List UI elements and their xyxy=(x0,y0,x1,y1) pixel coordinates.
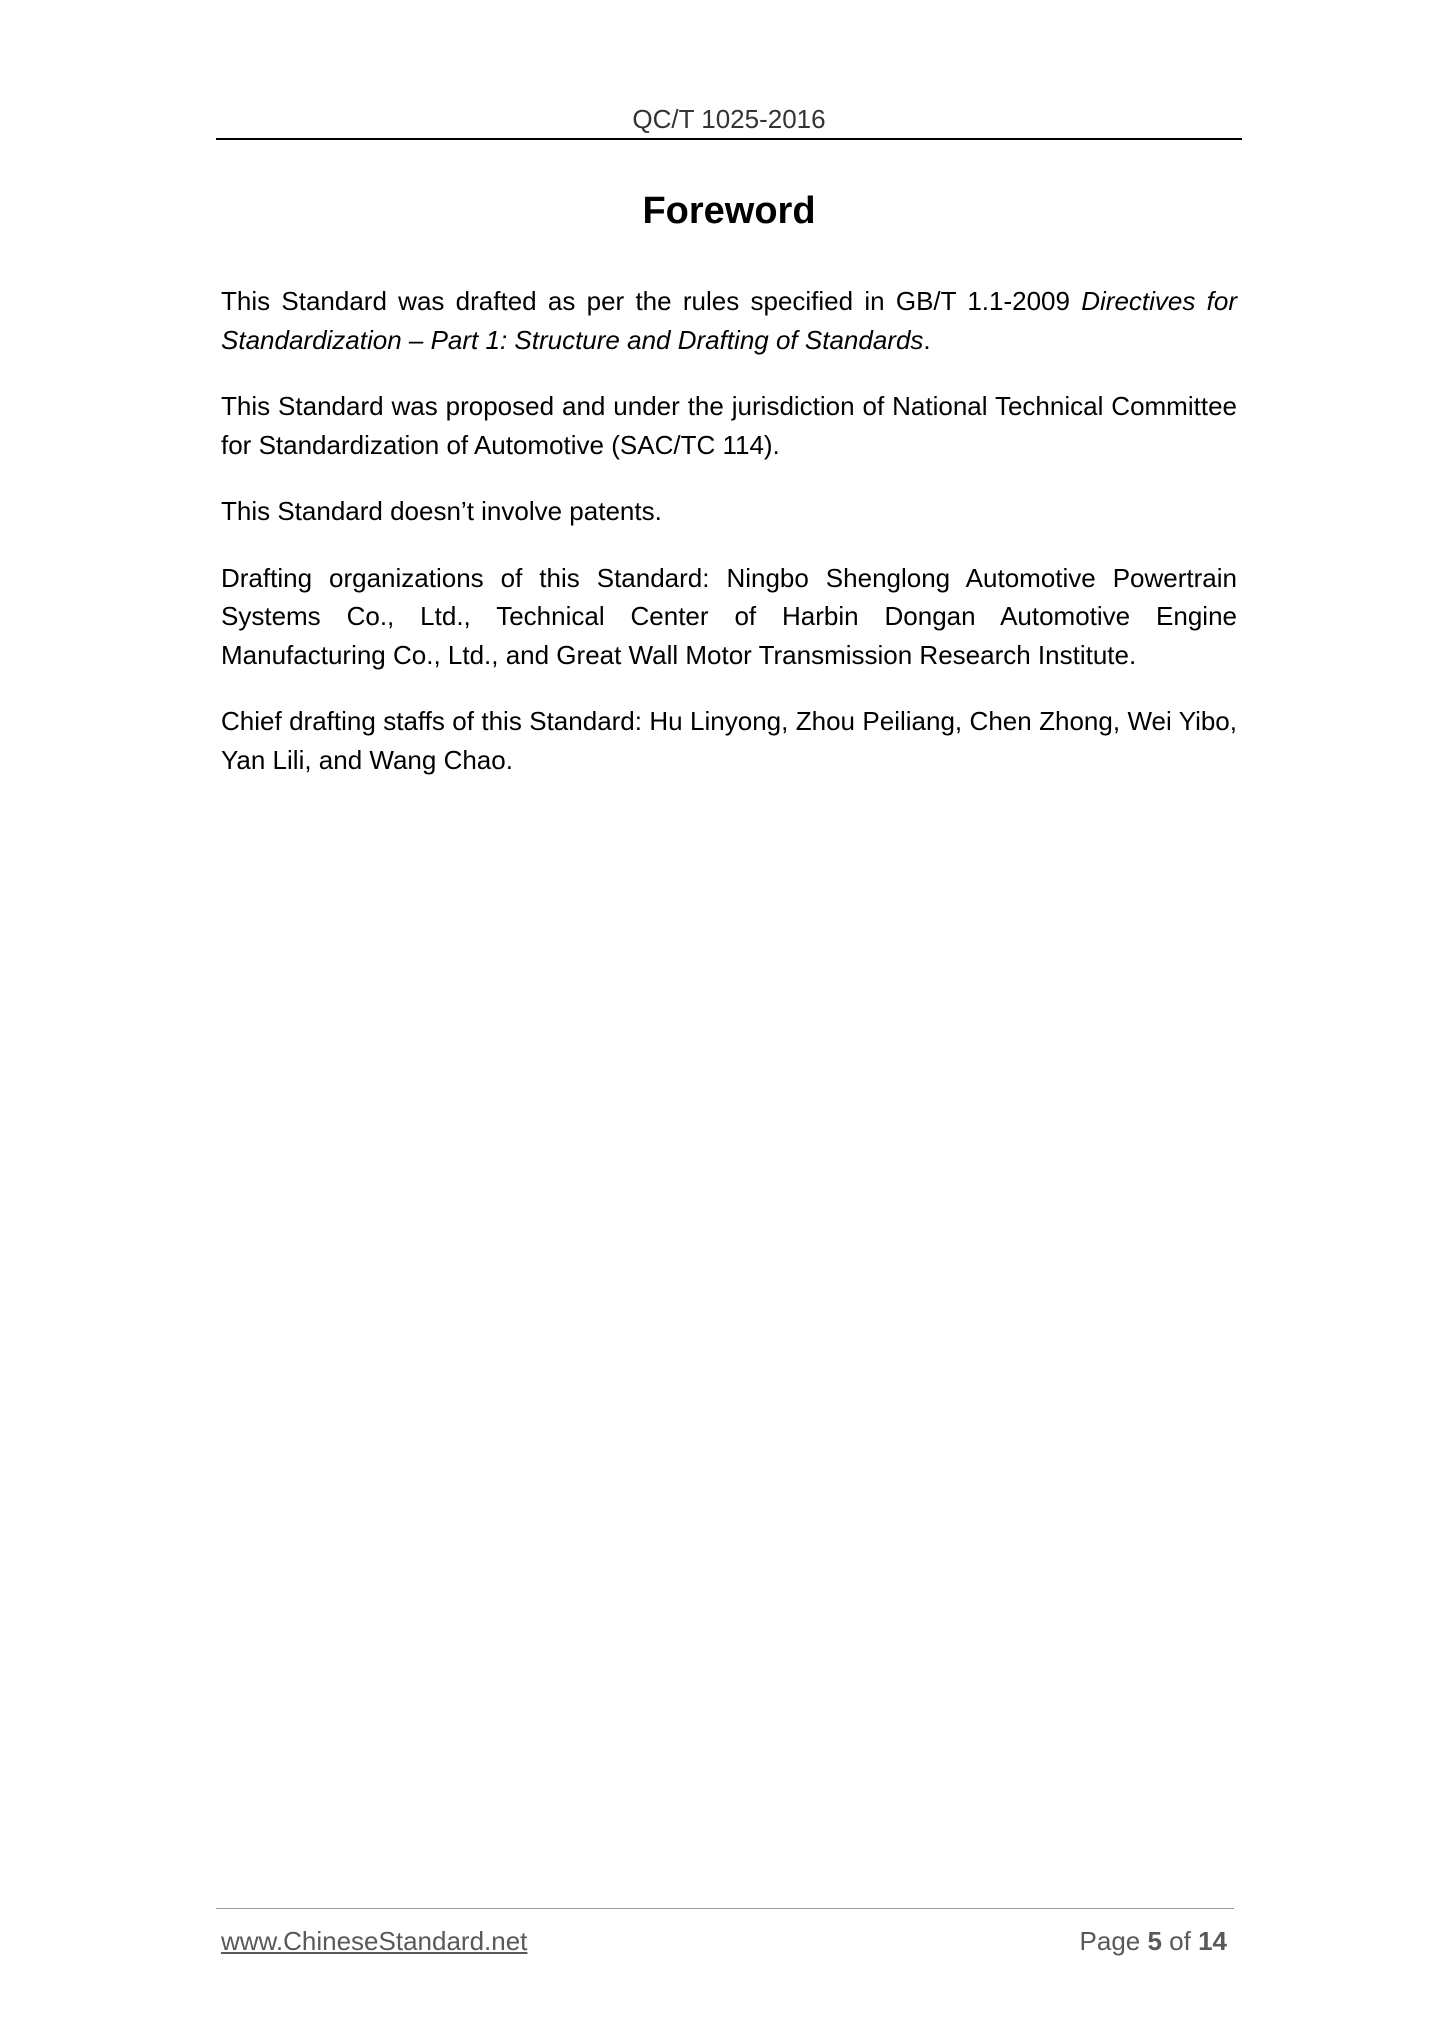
page-label: Page xyxy=(1079,1926,1148,1956)
page-title: Foreword xyxy=(642,190,816,232)
paragraph-drafting-organizations: Drafting organizations of this Standard: Ningbo Shenglong Automotive Powertrain Systems Co., Ltd., Technical Center of Harbin Dongan Automotive Engine Manufacturing Co., Ltd., and Great Wall Motor Transmission Research Institute. xyxy=(221,562,1237,670)
paragraph-text: This Standard was drafted as per the rules specified in GB/T 1.1-2009 xyxy=(221,286,1082,316)
page-header xyxy=(216,104,1242,140)
footer-divider xyxy=(216,1908,1234,1909)
page-number xyxy=(1080,1925,1227,1957)
page-of-label: of xyxy=(1161,1926,1199,1956)
paragraph-patents: This Standard doesn’t involve patents. xyxy=(221,496,662,526)
paragraph-text: . xyxy=(923,324,931,355)
paragraph-drafting-staff: Chief drafting staffs of this Standard: Hu Linyong, Zhou Peiliang, Chen Zhong, Wei Yibo, Yan Lili, and Wang Chao. xyxy=(221,706,1237,775)
document-body xyxy=(221,282,1237,807)
current-page: 5 xyxy=(1147,1926,1162,1956)
total-pages: 14 xyxy=(1198,1926,1227,1956)
paragraph-jurisdiction: This Standard was proposed and under the jurisdiction of National Technical Committee for Standardization of Automotive (SAC/TC 114). xyxy=(221,391,1237,460)
directive-title: Directives for Standardization – Part 1: Structure and Drafting of Standards xyxy=(221,286,1237,355)
document-id: QC/T 1025-2016 xyxy=(632,104,826,134)
website-link[interactable]: www.ChineseStandard.net xyxy=(221,1926,528,1956)
paragraph-drafting-rules xyxy=(221,282,1237,359)
